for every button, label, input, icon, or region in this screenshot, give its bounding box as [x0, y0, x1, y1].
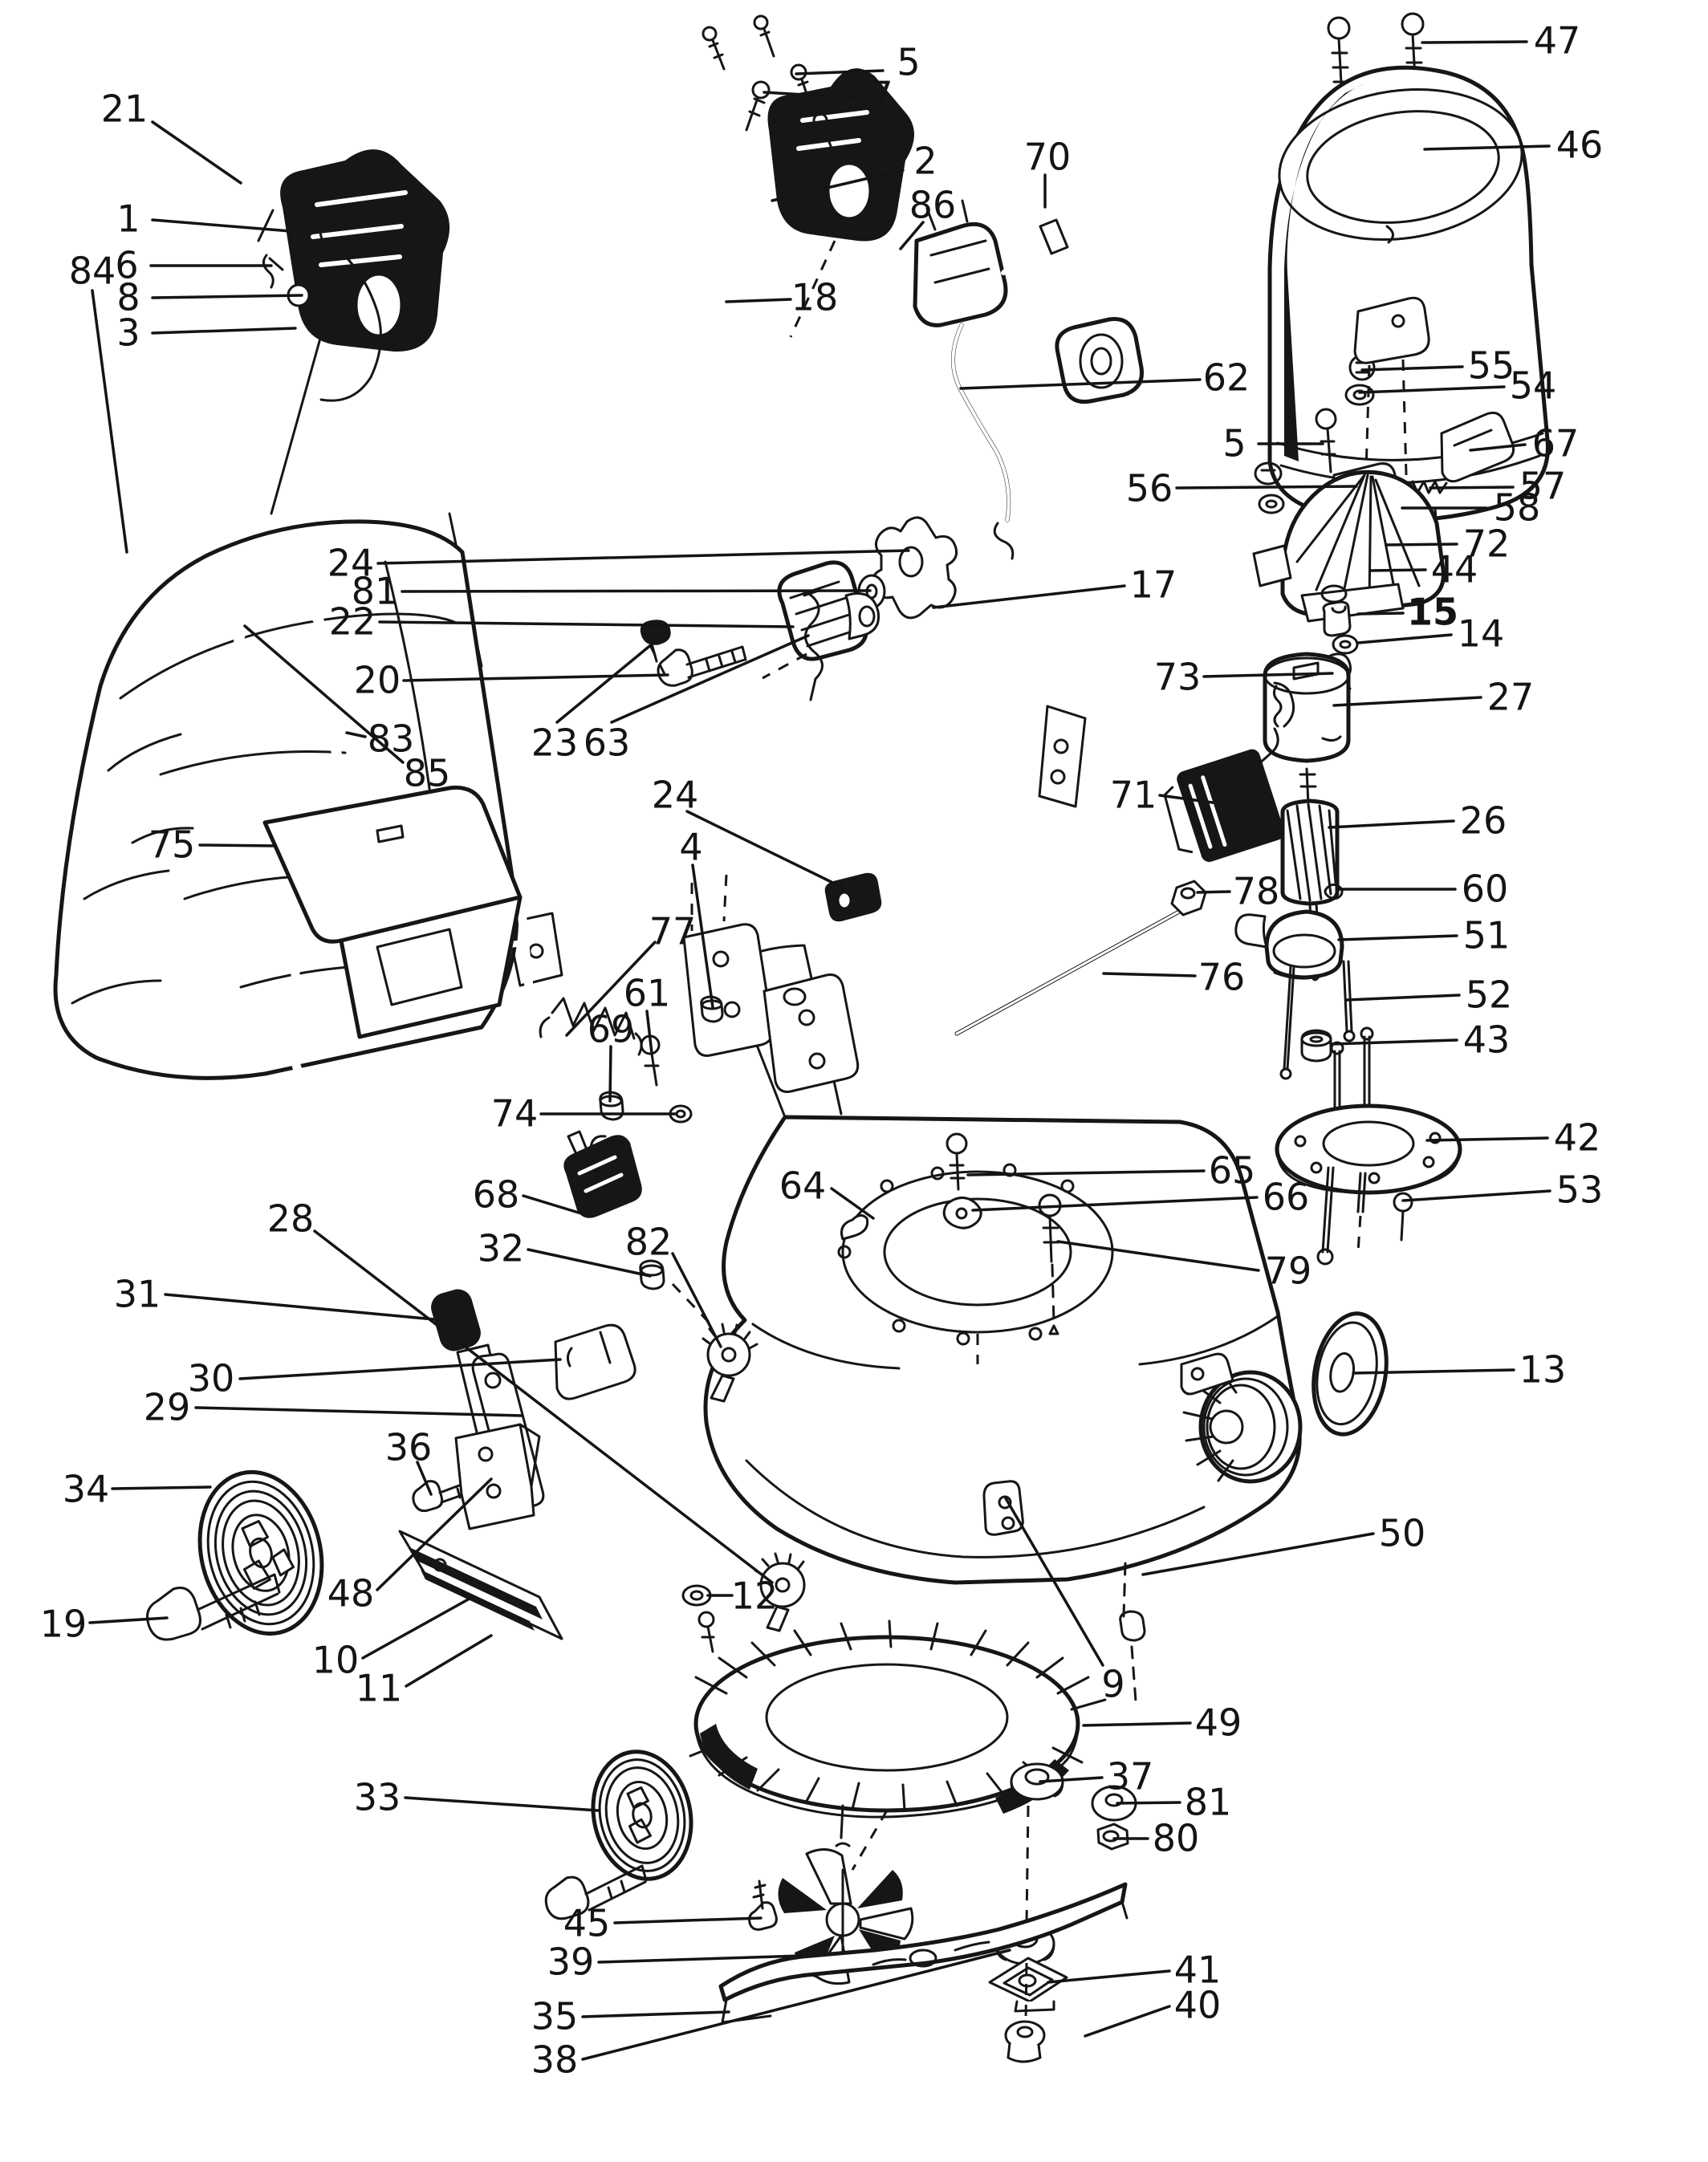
callout-20: 20 [353, 658, 401, 702]
callout-2: 2 [913, 139, 937, 183]
callout-33: 33 [353, 1775, 401, 1819]
callout-30: 30 [187, 1356, 235, 1400]
callout-28-leader [315, 1231, 772, 1583]
wing-knob-24 [872, 518, 957, 618]
callout-82: 82 [624, 1220, 673, 1264]
tie-rod [957, 881, 1206, 1034]
callout-17: 17 [1129, 563, 1177, 607]
callout-49-leader [1084, 1723, 1190, 1725]
callout-35-leader [583, 2012, 729, 2017]
cable-clip [1040, 220, 1068, 254]
pin-6 [263, 255, 283, 287]
callout-53: 53 [1556, 1168, 1604, 1212]
callout-64: 64 [779, 1164, 827, 1208]
callout-46: 46 [1556, 123, 1604, 167]
callout-78: 78 [1232, 869, 1280, 913]
handle-hardware [641, 518, 956, 700]
callout-75: 75 [148, 823, 196, 867]
callout-49: 49 [1194, 1701, 1242, 1745]
callout-61: 61 [623, 971, 671, 1015]
callout-8: 8 [116, 275, 140, 319]
callout-61-leader [647, 1011, 652, 1053]
callout-53-leader [1403, 1191, 1550, 1201]
nut-80 [1098, 1824, 1128, 1849]
bearing-nut-43 [1302, 1030, 1331, 1061]
callout-5: 5 [1222, 421, 1246, 465]
callout-8-leader [152, 295, 302, 298]
callout-23: 23 [531, 721, 579, 765]
callout-51-leader [1339, 936, 1457, 940]
callout-4: 4 [679, 825, 703, 869]
callout-84: 84 [68, 249, 116, 293]
callout-12: 12 [730, 1574, 779, 1618]
callout-29: 29 [143, 1385, 191, 1429]
screw-45 [750, 1881, 777, 1929]
flange-nut-40 [1006, 2022, 1044, 2062]
callout-45: 45 [563, 1901, 611, 1945]
callout-68: 68 [472, 1172, 520, 1217]
callout-71: 71 [1109, 773, 1157, 817]
callout-45-leader [615, 1918, 761, 1923]
callout-73: 73 [1153, 655, 1202, 699]
callout-5: 5 [897, 40, 921, 84]
callout-50: 50 [1378, 1511, 1426, 1555]
callout-51: 51 [1462, 913, 1511, 957]
clamp-22 [779, 563, 879, 659]
callout-44: 44 [1430, 547, 1478, 591]
callout-26-leader [1329, 821, 1454, 827]
callout-11: 11 [355, 1666, 403, 1710]
callout-18: 18 [791, 275, 839, 319]
callout-21: 21 [100, 87, 148, 131]
callout-41: 41 [1173, 1948, 1222, 1992]
callout-14: 14 [1457, 612, 1505, 656]
callout-72-leader [1386, 544, 1457, 545]
callout-68-leader [523, 1196, 581, 1213]
callout-32: 32 [477, 1226, 525, 1270]
callout-33-leader [405, 1798, 598, 1810]
callout-54: 54 [1509, 364, 1557, 408]
callout-47-leader [1422, 42, 1527, 43]
callout-27: 27 [1486, 675, 1535, 719]
callout-85: 85 [403, 751, 451, 795]
callout-15-leader [1358, 613, 1403, 614]
callout-34: 34 [62, 1467, 110, 1511]
callout-39: 39 [547, 1940, 595, 1984]
callout-83: 83 [367, 717, 415, 761]
callout-6: 6 [115, 243, 139, 287]
callout-67: 67 [1531, 421, 1580, 465]
slide-rail [400, 1424, 714, 1652]
cable-clamp-24b [825, 873, 882, 922]
callout-14-leader [1358, 635, 1451, 643]
callout-10-leader [363, 1599, 470, 1658]
capacitor-71 [1157, 747, 1287, 870]
callout-21-leader [152, 122, 241, 183]
callout-77: 77 [649, 909, 697, 953]
callout-28: 28 [266, 1197, 315, 1241]
callout-56: 56 [1125, 466, 1173, 510]
handle-end-plate-right [1039, 706, 1085, 807]
callout-80: 80 [1152, 1816, 1200, 1860]
callout-79: 79 [1264, 1249, 1312, 1293]
callout-86: 86 [909, 183, 957, 227]
callout-81: 81 [1184, 1780, 1232, 1824]
callout-7: 7 [869, 73, 893, 117]
callout-40-leader [1085, 2006, 1169, 2036]
callout-48: 48 [327, 1571, 375, 1615]
callout-70: 70 [1023, 135, 1072, 179]
callout-37: 37 [1106, 1754, 1154, 1798]
callout-76-leader [1104, 973, 1195, 976]
callout-42: 42 [1553, 1116, 1601, 1160]
callout-9: 9 [1101, 1662, 1125, 1706]
callout-1: 1 [116, 197, 140, 241]
callout-40: 40 [1173, 1983, 1222, 2027]
nut-78 [1172, 881, 1206, 915]
callout-19: 19 [39, 1602, 87, 1646]
callout-17-leader [933, 586, 1124, 608]
callout-47: 47 [1533, 18, 1581, 63]
nut-69 [600, 1092, 623, 1120]
fan-ring-49 [690, 1621, 1105, 1870]
callout-69-leader [610, 1046, 611, 1101]
callout-10: 10 [311, 1638, 360, 1682]
callout-55: 55 [1467, 343, 1515, 388]
callout-63: 63 [583, 721, 631, 765]
callout-22: 22 [328, 599, 376, 644]
callout-44-leader [1370, 570, 1425, 571]
callout-75-leader [200, 845, 274, 846]
callout-1-leader [152, 220, 291, 231]
callout-57: 57 [1519, 464, 1567, 508]
bolt-20 [658, 647, 746, 685]
callout-18-leader [726, 299, 791, 302]
callout-26: 26 [1459, 799, 1507, 843]
callout-3: 3 [116, 311, 140, 355]
callout-31: 31 [113, 1272, 161, 1316]
callout-52: 52 [1465, 973, 1513, 1017]
clamp-30 [555, 1325, 635, 1399]
callout-65: 65 [1208, 1148, 1256, 1193]
callout-63-leader [612, 636, 808, 722]
callout-35: 35 [531, 1994, 579, 2038]
interlock-68 [563, 1132, 641, 1218]
callout-24: 24 [651, 773, 699, 817]
callout-81-leader [1117, 1802, 1180, 1803]
callout-13: 13 [1519, 1347, 1567, 1392]
callout-34-leader [112, 1487, 210, 1489]
callout-24: 24 [327, 541, 375, 585]
callout-81: 81 [351, 569, 399, 613]
callout-72: 72 [1462, 522, 1511, 566]
clip-66 [944, 1197, 981, 1228]
plug-86 [915, 224, 1006, 325]
callout-76: 76 [1198, 955, 1246, 999]
callout-74: 74 [490, 1091, 539, 1136]
callout-11-leader [406, 1636, 491, 1686]
callout-58: 58 [1493, 486, 1541, 530]
callout-3-leader [152, 328, 295, 333]
callout-43: 43 [1462, 1018, 1511, 1062]
callout-15: 15 [1406, 590, 1459, 634]
callout-38: 38 [531, 2038, 579, 2082]
screw-11 [699, 1612, 714, 1652]
callout-62: 62 [1202, 356, 1250, 400]
callout-24-leader [687, 811, 843, 888]
connector-62-end [1057, 319, 1142, 401]
callout-66: 66 [1262, 1175, 1310, 1219]
callout-56-leader [1177, 486, 1356, 488]
bracket-48 [456, 1424, 534, 1529]
square-nut-41 [990, 1958, 1067, 2011]
callout-60: 60 [1461, 867, 1509, 911]
washer-12 [683, 1586, 710, 1605]
callout-82-leader [673, 1254, 721, 1347]
callout-27-leader [1334, 697, 1481, 705]
callout-52-leader [1347, 995, 1459, 1000]
bearing-flange-42 [1277, 1028, 1460, 1264]
fan-housing-51 [1236, 912, 1342, 978]
callout-69: 69 [587, 1007, 635, 1051]
callout-36: 36 [384, 1425, 433, 1469]
